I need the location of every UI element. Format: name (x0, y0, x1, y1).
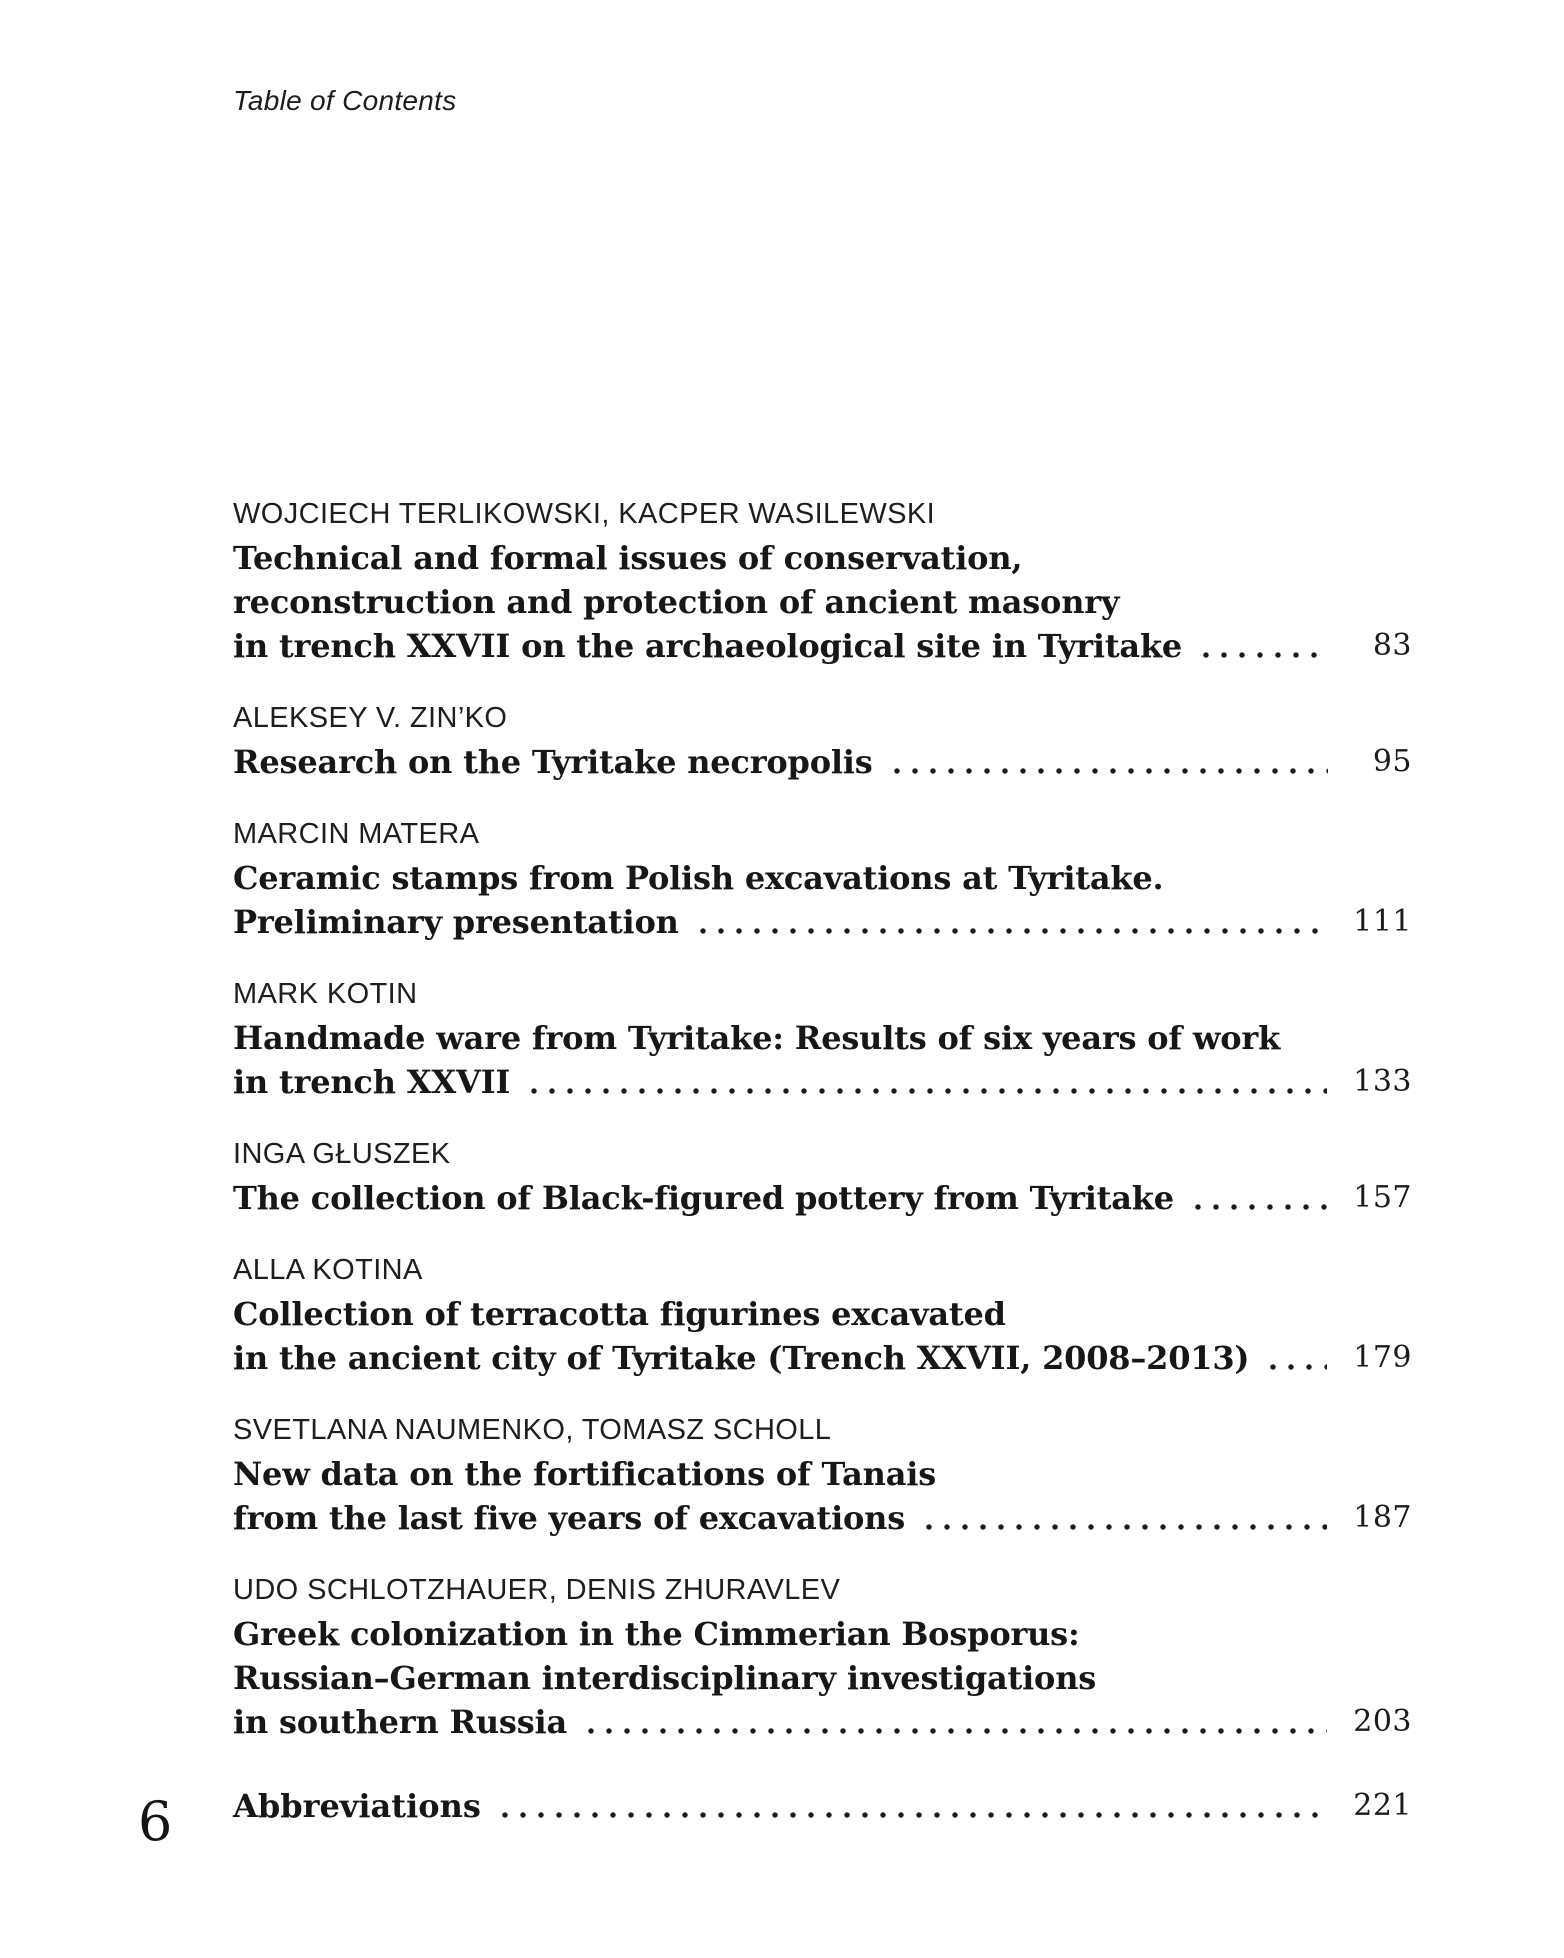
toc-entry (233, 1408, 1412, 1540)
entry-authors: UDO SCHLOTZHAUER, DENIS ZHURAVLEV (233, 1574, 841, 1606)
toc-entry (233, 1568, 1412, 1744)
toc-line (233, 1784, 1412, 1828)
folio-page-number: 6 (138, 1790, 173, 1853)
entry-title-last-line: in trench XXVII on the archaeological site in Tyritake (233, 627, 1183, 665)
running-head-title: Table of Contents (233, 85, 457, 116)
dot-leader (918, 1496, 1327, 1540)
entry-authors: MARCIN MATERA (233, 818, 480, 850)
toc-entry (233, 1132, 1412, 1220)
page-number: 221 (1353, 1788, 1412, 1823)
dot-leader (580, 1700, 1327, 1744)
entry-authors: ALEKSEY V. ZIN’KO (233, 702, 508, 734)
entry-title-line: Collection of terracotta figurines excavated (233, 1295, 1006, 1333)
entry-title-last-line: in the ancient city of Tyritake (Trench XXVII, 2008–2013) (233, 1339, 1250, 1377)
entry-title-line: Greek colonization in the Cimmerian Bosporus: (233, 1615, 1080, 1653)
toc-line (233, 900, 1412, 944)
page-number: 133 (1353, 1064, 1412, 1099)
entry-title-line: Ceramic stamps from Polish excavations at Tyritake. (233, 859, 1164, 897)
entry-authors: SVETLANA NAUMENKO, TOMASZ SCHOLL (233, 1414, 832, 1446)
toc-entry (233, 492, 1412, 668)
entry-title-line: reconstruction and protection of ancient masonry (233, 583, 1120, 621)
toc-line (233, 1176, 1412, 1220)
entry-title-last-line: in southern Russia (233, 1703, 568, 1741)
entry-authors: ALLA KOTINA (233, 1254, 423, 1286)
toc-entry (233, 972, 1412, 1104)
toc-line (233, 1496, 1412, 1540)
entry-title-last-line: from the last five years of excavations (233, 1499, 906, 1537)
page-number: 111 (1353, 904, 1412, 939)
toc-entry (233, 696, 1412, 784)
entry-title-last-line: Research on the Tyritake necropolis (233, 743, 873, 781)
toc-list (233, 492, 1412, 1856)
toc-line (233, 740, 1412, 784)
page-number: 95 (1372, 744, 1412, 779)
dot-leader (523, 1060, 1327, 1104)
entry-title-last-line: Preliminary presentation (233, 903, 679, 941)
toc-entry (233, 812, 1412, 944)
entry-title-line: New data on the fortifications of Tanais (233, 1455, 937, 1493)
toc-entries (233, 492, 1412, 1744)
toc-entry-abbreviations (233, 1784, 1412, 1828)
dot-leader (494, 1784, 1327, 1828)
page-number: 179 (1353, 1340, 1412, 1375)
entry-title-last-line: The collection of Black-figured pottery from Tyritake (233, 1179, 1174, 1217)
dot-leader (1195, 624, 1328, 668)
dot-leader (692, 900, 1328, 944)
toc-line (233, 1336, 1412, 1380)
toc-entry (233, 1248, 1412, 1380)
toc-line (233, 1700, 1412, 1744)
entry-authors: INGA GŁUSZEK (233, 1138, 451, 1170)
abbreviations-label: Abbreviations (233, 1787, 481, 1825)
toc-line (233, 1060, 1412, 1104)
dot-leader (1187, 1176, 1327, 1220)
entry-title-last-line: in trench XXVII (233, 1063, 511, 1101)
entry-authors: MARK KOTIN (233, 978, 418, 1010)
dot-leader (1262, 1336, 1327, 1380)
dot-leader (886, 740, 1328, 784)
entry-title-line: Russian–German interdisciplinary investigations (233, 1659, 1097, 1697)
entry-title-line: Handmade ware from Tyritake: Results of six years of work (233, 1019, 1281, 1057)
page-number: 203 (1353, 1704, 1412, 1739)
entry-title-line: Technical and formal issues of conservation, (233, 539, 1023, 577)
toc-line (233, 624, 1412, 668)
entry-authors: WOJCIECH TERLIKOWSKI, KACPER WASILEWSKI (233, 498, 936, 530)
page-number: 187 (1353, 1500, 1412, 1535)
page-number: 157 (1353, 1180, 1412, 1215)
page-number: 83 (1372, 628, 1412, 663)
